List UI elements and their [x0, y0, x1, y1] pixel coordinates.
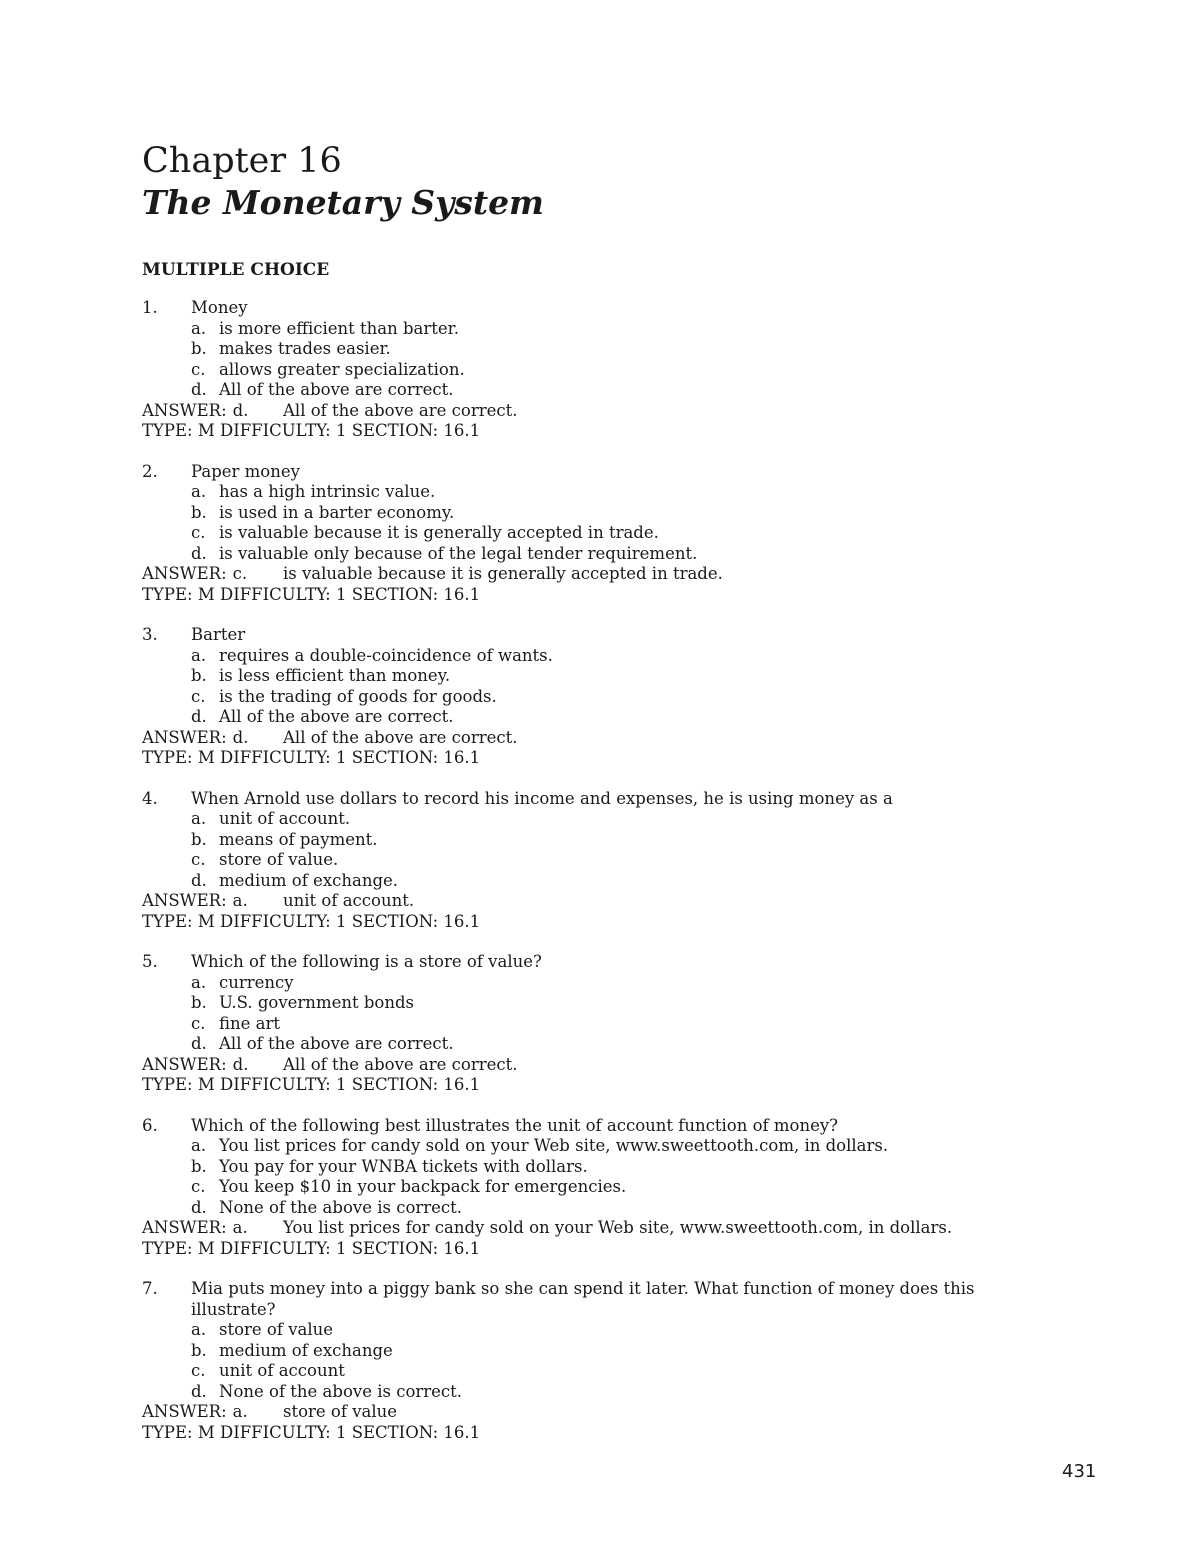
question-metadata: TYPE: M DIFFICULTY: 1 SECTION: 16.1	[142, 911, 481, 931]
answer-option	[142, 871, 1102, 892]
option-letter: d.	[191, 1034, 207, 1053]
answer-label: ANSWER:	[142, 1402, 227, 1421]
option-letter: b.	[191, 339, 207, 358]
option-text: You pay for your WNBA tickets with dollars.	[219, 1156, 588, 1176]
answer-text: All of the above are correct.	[283, 400, 518, 420]
answer-label: ANSWER:	[142, 727, 227, 747]
option-text: makes trades easier.	[219, 339, 391, 358]
question-stem	[142, 1279, 1102, 1320]
answer-letter: a.	[232, 891, 248, 910]
option-text: is the trading of goods for goods.	[219, 686, 497, 706]
answer-option	[142, 544, 1102, 565]
answer-text: All of the above are correct.	[283, 1054, 518, 1074]
answer-option	[142, 809, 1102, 830]
option-letter: b.	[191, 993, 207, 1012]
option-text: is less efficient than money.	[219, 666, 451, 685]
question-list	[142, 298, 1102, 1463]
option-letter: b.	[191, 829, 207, 849]
answer-option	[142, 482, 1102, 503]
answer-text: You list prices for candy sold on your Web site, www.sweettooth.com, in dollars.	[283, 1218, 953, 1237]
option-text: is valuable because it is generally accepted in trade.	[219, 523, 659, 542]
answer-label-group	[142, 1218, 283, 1239]
option-letter: a.	[191, 972, 207, 992]
section-heading: MULTIPLE CHOICE	[142, 260, 330, 280]
question-stem	[142, 462, 1102, 483]
option-text: You list prices for candy sold on your Web site, www.sweettooth.com, in dollars.	[219, 1136, 889, 1155]
answer-letter: a.	[232, 1402, 248, 1421]
option-letter: c.	[191, 850, 206, 869]
question-metadata: TYPE: M DIFFICULTY: 1 SECTION: 16.1	[142, 1422, 481, 1442]
question-number: 1.	[142, 298, 158, 317]
answer-option	[142, 360, 1102, 381]
option-text: requires a double-coincidence of wants.	[219, 645, 553, 665]
question-item	[142, 298, 1102, 442]
option-letter: c.	[191, 1013, 206, 1033]
answer-option	[142, 1361, 1102, 1382]
answer-label-group	[142, 401, 283, 422]
question-text: Which of the following is a store of value?	[191, 952, 542, 971]
question-metadata: TYPE: M DIFFICULTY: 1 SECTION: 16.1	[142, 1238, 481, 1258]
answer-option	[142, 687, 1102, 708]
answer-option	[142, 830, 1102, 851]
option-text: store of value.	[219, 850, 339, 869]
option-text: is valuable only because of the legal tender requirement.	[219, 543, 698, 563]
option-letter: c.	[191, 686, 206, 706]
option-text: All of the above are correct.	[219, 380, 454, 399]
answer-option	[142, 1320, 1102, 1341]
question-text: When Arnold use dollars to record his income and expenses, he is using money as a	[191, 788, 893, 808]
option-letter: d.	[191, 543, 207, 563]
answer-option	[142, 666, 1102, 687]
option-text: currency	[219, 972, 294, 992]
question-stem	[142, 298, 1102, 319]
option-text: has a high intrinsic value.	[219, 482, 436, 501]
question-metadata: TYPE: M DIFFICULTY: 1 SECTION: 16.1	[142, 748, 481, 767]
question-text: Paper money	[191, 461, 300, 481]
option-text: U.S. government bonds	[219, 993, 415, 1012]
option-letter: b.	[191, 1156, 207, 1176]
question-stem	[142, 952, 1102, 973]
answer-label: ANSWER:	[142, 1218, 227, 1237]
chapter-subtitle: The Monetary System	[142, 183, 544, 222]
option-letter: a.	[191, 1136, 207, 1155]
question-number: 7.	[142, 1279, 158, 1298]
answer-option	[142, 973, 1102, 994]
answer-text: unit of account.	[283, 891, 415, 910]
answer-option	[142, 1198, 1102, 1219]
question-text: Money	[191, 298, 248, 317]
question-number: 5.	[142, 952, 158, 971]
option-letter: d.	[191, 380, 207, 399]
question-metadata: TYPE: M DIFFICULTY: 1 SECTION: 16.1	[142, 421, 481, 440]
question-stem	[142, 789, 1102, 810]
option-letter: d.	[191, 1381, 207, 1401]
answer-option	[142, 1382, 1102, 1403]
answer-option	[142, 319, 1102, 340]
answer-text: is valuable because it is generally accepted in trade.	[283, 564, 723, 583]
answer-option	[142, 850, 1102, 871]
answer-letter: d.	[232, 727, 249, 747]
answer-key	[142, 564, 1102, 585]
answer-label: ANSWER:	[142, 891, 227, 910]
option-text: is more efficient than barter.	[219, 318, 459, 338]
option-letter: d.	[191, 707, 207, 726]
answer-key	[142, 891, 1102, 912]
answer-key	[142, 1218, 1102, 1239]
option-text: All of the above are correct.	[219, 1034, 454, 1053]
option-text: medium of exchange.	[219, 870, 399, 890]
option-letter: b.	[191, 1340, 207, 1360]
answer-option	[142, 1034, 1102, 1055]
question-item	[142, 625, 1102, 769]
answer-label-group	[142, 1055, 283, 1076]
option-letter: b.	[191, 666, 207, 685]
question-item	[142, 1116, 1102, 1260]
option-text: is used in a barter economy.	[219, 502, 455, 522]
option-text: None of the above is correct.	[219, 1197, 463, 1217]
option-letter: a.	[191, 809, 207, 828]
option-letter: c.	[191, 523, 206, 542]
question-text: Which of the following best illustrates the unit of account function of money?	[191, 1115, 839, 1135]
answer-option	[142, 1177, 1102, 1198]
question-number: 2.	[142, 461, 158, 481]
answer-text: store of value	[283, 1402, 398, 1421]
answer-text: All of the above are correct.	[283, 727, 518, 747]
answer-option	[142, 1341, 1102, 1362]
answer-option	[142, 523, 1102, 544]
question-item	[142, 952, 1102, 1096]
option-text: means of payment.	[219, 829, 378, 849]
option-letter: c.	[191, 1177, 206, 1196]
question-text: Mia puts money into a piggy bank so she can spend it later. What function of money does this illustrate?	[191, 1279, 975, 1319]
answer-label-group	[142, 1402, 283, 1423]
question-metadata: TYPE: M DIFFICULTY: 1 SECTION: 16.1	[142, 584, 481, 604]
answer-key	[142, 401, 1102, 422]
option-letter: b.	[191, 502, 207, 522]
option-text: store of value	[219, 1320, 334, 1339]
question-item	[142, 1279, 1102, 1443]
option-text: medium of exchange	[219, 1340, 393, 1360]
answer-option	[142, 380, 1102, 401]
option-letter: d.	[191, 1197, 207, 1217]
option-letter: a.	[191, 318, 207, 338]
answer-letter: c.	[232, 564, 248, 583]
answer-option	[142, 993, 1102, 1014]
question-number: 4.	[142, 788, 158, 808]
option-letter: d.	[191, 870, 207, 890]
answer-letter: d.	[232, 400, 249, 420]
answer-letter: d.	[232, 1054, 249, 1074]
option-text: allows greater specialization.	[219, 359, 465, 379]
option-text: fine art	[219, 1013, 280, 1033]
question-stem	[142, 1116, 1102, 1137]
answer-label-group	[142, 728, 283, 749]
answer-label: ANSWER:	[142, 1054, 227, 1074]
question-number: 3.	[142, 625, 158, 644]
answer-label: ANSWER:	[142, 564, 227, 583]
option-text: unit of account.	[219, 809, 351, 828]
option-letter: a.	[191, 645, 207, 665]
option-letter: a.	[191, 482, 207, 501]
question-stem	[142, 625, 1102, 646]
option-text: All of the above are correct.	[219, 707, 454, 726]
question-number: 6.	[142, 1115, 158, 1135]
answer-key	[142, 1402, 1102, 1423]
question-metadata: TYPE: M DIFFICULTY: 1 SECTION: 16.1	[142, 1075, 481, 1094]
option-letter: c.	[191, 359, 206, 379]
question-item	[142, 789, 1102, 933]
answer-option	[142, 503, 1102, 524]
answer-label-group	[142, 564, 283, 585]
chapter-title: Chapter 16	[142, 141, 342, 181]
answer-option	[142, 1014, 1102, 1035]
answer-key	[142, 728, 1102, 749]
answer-label-group	[142, 891, 283, 912]
answer-option	[142, 1157, 1102, 1178]
option-text: unit of account	[219, 1361, 345, 1380]
page-number: 431	[1062, 1461, 1097, 1482]
question-item	[142, 462, 1102, 606]
answer-option	[142, 339, 1102, 360]
option-letter: a.	[191, 1320, 207, 1339]
option-letter: c.	[191, 1361, 206, 1380]
option-text: None of the above is correct.	[219, 1381, 463, 1401]
answer-option	[142, 1136, 1102, 1157]
answer-label: ANSWER:	[142, 400, 227, 420]
answer-option	[142, 646, 1102, 667]
question-text: Barter	[191, 625, 246, 644]
answer-letter: a.	[232, 1218, 248, 1237]
answer-key	[142, 1055, 1102, 1076]
answer-option	[142, 707, 1102, 728]
option-text: You keep $10 in your backpack for emergencies.	[219, 1177, 627, 1196]
